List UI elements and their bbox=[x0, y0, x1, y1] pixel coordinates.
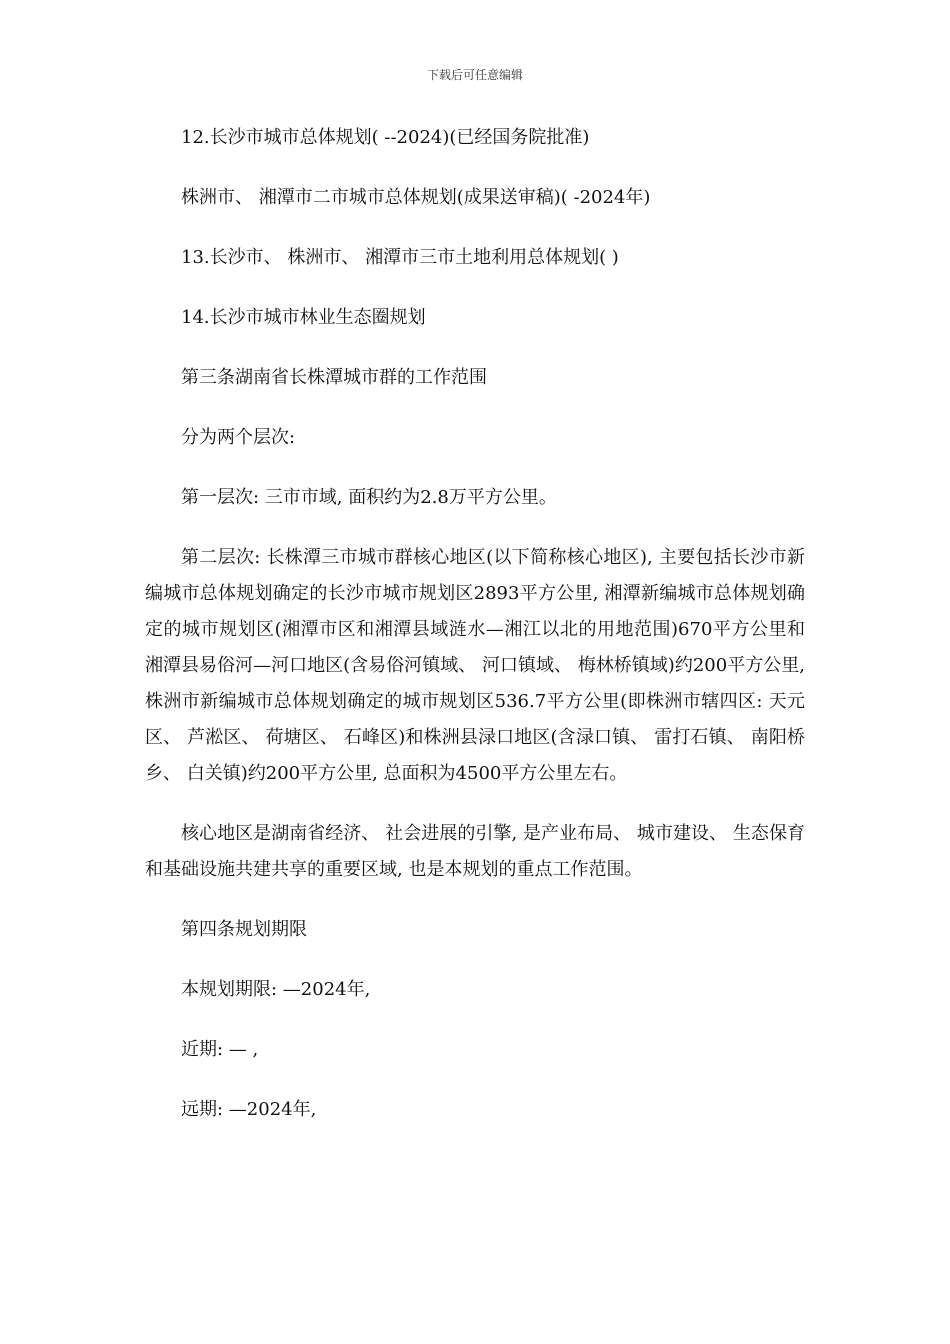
paragraph-first-level: 第一层次: 三市市域, 面积约为2.8万平方公里。 bbox=[181, 487, 557, 508]
paragraph-plan-period: 本规划期限: —2024年, bbox=[181, 979, 371, 1000]
paragraph-plan-changsha: 12.长沙市城市总体规划( --2024)(已经国务院批准) bbox=[181, 127, 590, 148]
paragraph-plan-land-use: 13.长沙市、 株洲市、 湘潭市三市土地利用总体规划( ) bbox=[181, 247, 619, 268]
page-header-note: 下载后可任意编辑 bbox=[426, 68, 523, 82]
paragraph-long-term: 远期: —2024年, bbox=[181, 1099, 317, 1120]
paragraph-near-term: 近期: — , bbox=[181, 1039, 259, 1060]
paragraph-two-levels: 分为两个层次: bbox=[181, 427, 296, 448]
paragraph-plan-zhuzhou-xiangtan: 株洲市、 湘潭市二市城市总体规划(成果送审稿)( -2024年) bbox=[181, 187, 651, 208]
article-four-heading: 第四条规划期限 bbox=[181, 919, 307, 940]
document-body bbox=[145, 120, 805, 1152]
article-three-heading: 第三条湖南省长株潭城市群的工作范围 bbox=[181, 367, 487, 388]
paragraph-core-area: 核心地区是湖南省经济、 社会进展的引擎, 是产业布局、 城市建设、 生态保育和基础设施共建共享的重要区域, 也是本规划的重点工作范围。 bbox=[145, 823, 805, 880]
paragraph-plan-forestry: 14.长沙市城市林业生态圈规划 bbox=[181, 307, 426, 328]
paragraph-second-level: 第二层次: 长株潭三市城市群核心地区(以下简称核心地区), 主要包括长沙市新编城市总体规划确定的长沙市城市规划区2893平方公里, 湘潭新编城市总体规划确定的城市规划区(湘潭市区和湘潭县域涟水—湘江以北的用地范围)670平方公里和湘潭县易俗河—河口地区(含易俗河镇域、 河口镇域、 梅林桥镇域)约200平方公里, 株洲市新编城市总体规划确定的城市规划区536.7平方公里(即株洲市辖四区: 天元区、 芦淞区、 荷塘区、 石峰区)和株洲县渌口地区(含渌口镇、 雷打石镇、 南阳桥乡、 白关镇)约200平方公里, 总面积为4500平方公里左右。 bbox=[145, 547, 805, 784]
